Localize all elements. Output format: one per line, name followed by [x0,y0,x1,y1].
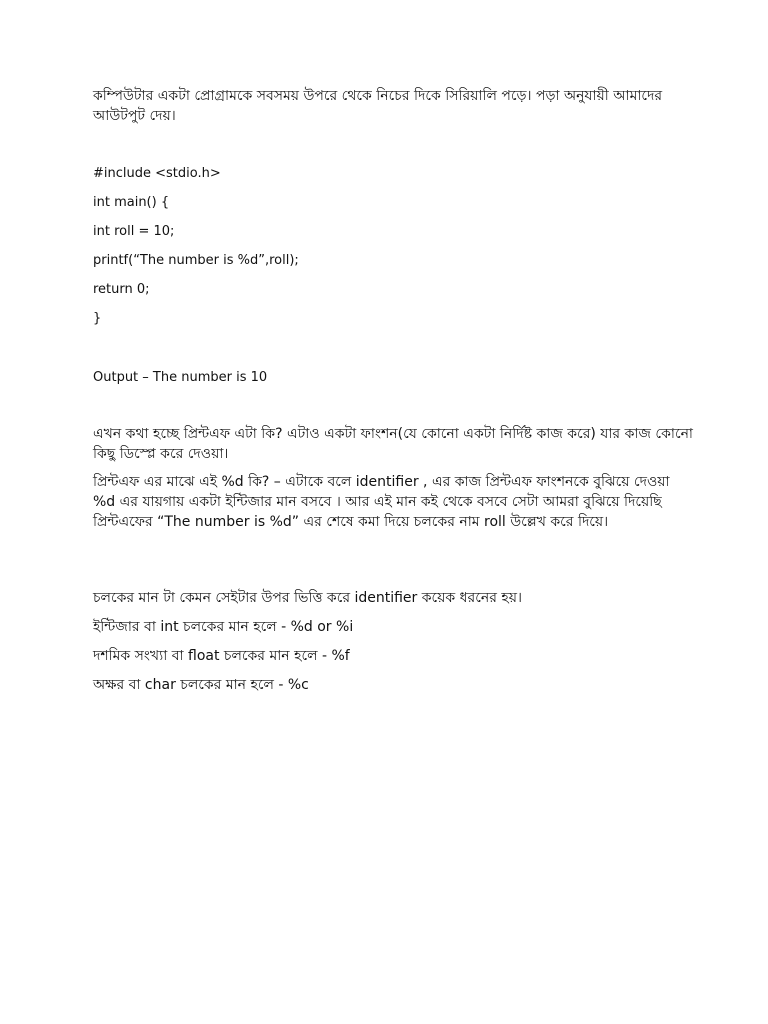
type-rule-int: ইন্টিজার বা int চলকের মান হলে - %d or %i [93,619,354,635]
code-line: } [93,311,102,326]
type-rule-char: অক্ষর বা char চলকের মান হলে - %c [93,677,309,693]
code-line: return 0; [93,282,150,297]
identifier-types-paragraph: চলকের মান টা কেমন সেইটার উপর ভিত্তি করে identifier কয়েক ধরনের হয়। [93,590,522,606]
code-line: int main() { [93,195,170,210]
printf-paragraph: এখন কথা হচ্ছে প্রিন্টএফ এটা কি? এটাও একটা ফাংশন(যে কোনো একটা নির্দিষ্ট কাজ করে) যার কাজ কোনো কিছু ডিস্প্লে করে দেওয়া। [93,426,693,462]
identifier-paragraph: প্রিন্টএফ এর মাঝে এই %d কি? – এটাকে বলে identifier , এর কাজ প্রিন্টএফ ফাংশনকে বুঝিয়ে দেওয়া %d এর যায়গায় একটা ইন্টিজার মান বসবে । আর এই মান কই থেকে বসবে সেটা আমরা বুঝিয়ে দিয়েছি প্রিন্টএফের “The number is %d” এর শেষে কমা দিয়ে চলকের নাম roll উল্লেখ করে দিয়ে। [93,474,670,530]
output-line: Output – The number is 10 [93,370,268,385]
intro-paragraph: কম্পিউটার একটা প্রোগ্রামকে সবসময় উপরে থেকে নিচের দিকে সিরিয়ালি পড়ে। পড়া অনুযায়ী আমাদের আউটপুট দেয়। [93,88,663,124]
code-line: int roll = 10; [93,224,175,239]
code-line: printf(“The number is %d”,roll); [93,253,299,268]
type-rule-float: দশমিক সংখ্যা বা float চলকের মান হলে - %f [93,648,350,664]
code-line: #include <stdio.h> [93,166,221,181]
